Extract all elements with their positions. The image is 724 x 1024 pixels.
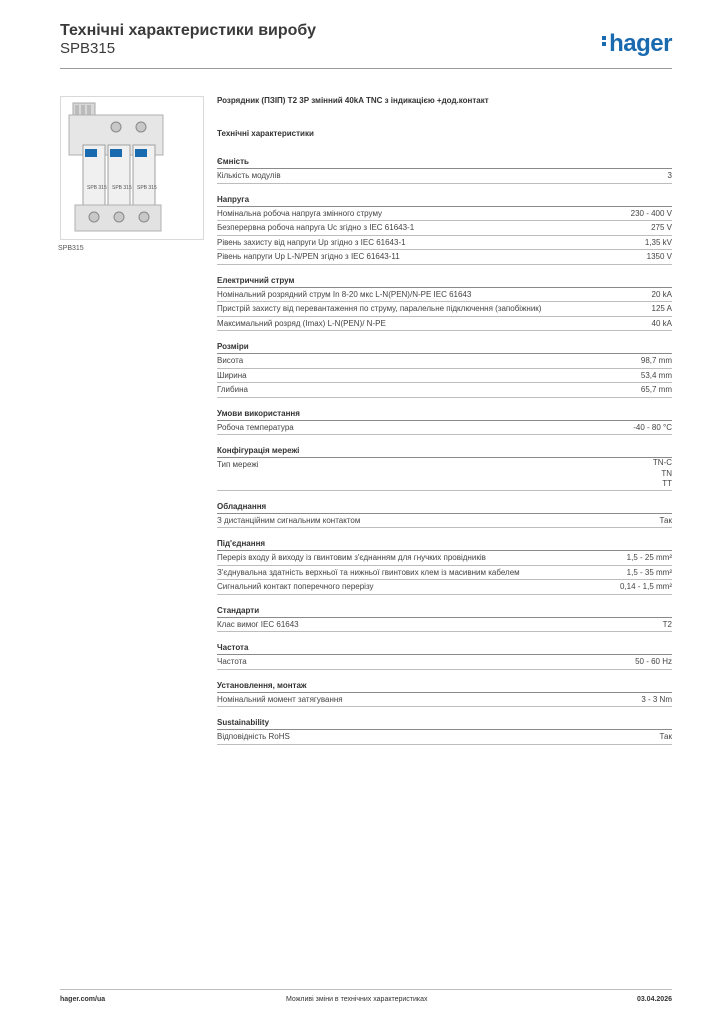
- section-title: Частота: [217, 641, 672, 655]
- spec-value: Так: [659, 732, 672, 741]
- spec-row: [217, 288, 672, 303]
- page-title: Технічні характеристики виробу: [60, 22, 316, 39]
- spec-value: 20 kA: [651, 289, 672, 299]
- spec-row: [217, 618, 672, 633]
- section-title: Конфігурація мережі: [217, 444, 672, 458]
- spec-value: 53,4 mm: [640, 370, 672, 380]
- spec-row: [217, 250, 672, 265]
- spec-value: 1,5 - 35 mm²: [626, 567, 672, 577]
- logo-dots-icon: [602, 34, 607, 48]
- spec-row: [217, 514, 672, 529]
- spec-row: [217, 221, 672, 236]
- spec-value: 40 kA: [651, 318, 672, 328]
- module-label: SPB 315: [137, 185, 157, 191]
- spec-value: 125 A: [651, 304, 672, 313]
- section-title: Електричний струм: [217, 274, 672, 288]
- product-description: Розрядник (ПЗІП) Т2 3Р змінний 40kA TNC з індикацією +дод.контакт: [217, 96, 489, 105]
- spec-value: 1,5 - 25 mm²: [626, 553, 672, 562]
- spec-label: Номінальний момент затягування: [217, 694, 343, 704]
- spec-label: З'єднувальна здатність верхньої та нижньої гвинтових клем із масивним кабелем: [217, 567, 520, 577]
- spec-section: [217, 716, 672, 745]
- spec-value: T2: [662, 619, 672, 629]
- spec-value-item: TN: [661, 468, 672, 478]
- spec-row: [217, 458, 672, 491]
- spec-row: [217, 551, 672, 566]
- module-label: SPB 315: [112, 185, 132, 191]
- hager-logo: hager: [602, 30, 672, 58]
- spec-label: Рівень захисту від напруги Up згідно з IEC 61643-1: [217, 237, 406, 247]
- spec-label: Безперервна робоча напруга Uc згідно з IEC 61643-1: [217, 223, 415, 232]
- tech-characteristics-title: Технічні характеристики: [217, 129, 314, 138]
- spec-value: Так: [659, 515, 672, 525]
- spec-value: 230 - 400 V: [630, 208, 672, 218]
- spec-row: [217, 169, 672, 184]
- spec-row: [217, 369, 672, 384]
- spec-value: 50 - 60 Hz: [635, 657, 672, 666]
- spec-section: [217, 537, 672, 595]
- spec-value: 0,14 - 1,5 mm²: [619, 582, 672, 591]
- spec-section: [217, 340, 672, 398]
- footer-divider: [60, 989, 672, 990]
- section-title: Напруга: [217, 193, 672, 207]
- spec-label: Пристрій захисту від перевантаження по струму, паралельне підключення (запобіжник): [217, 304, 542, 313]
- spec-content: [217, 96, 672, 754]
- spec-row: [217, 317, 672, 332]
- spec-label: Максимальний розряд (Imax) L-N(PEN)/ N-PE: [217, 318, 386, 328]
- section-title: Стандарти: [217, 604, 672, 618]
- section-title: Ємність: [217, 155, 672, 169]
- spec-label: Кількість модулів: [217, 171, 281, 180]
- section-title: Умови використання: [217, 407, 672, 421]
- section-title: Установлення, монтаж: [217, 679, 672, 693]
- product-code: SPB315: [60, 40, 116, 57]
- spec-value-item: TT: [662, 479, 672, 488]
- section-title: Обладнання: [217, 500, 672, 514]
- spec-label: Переріз входу й виходу із гвинтовим з'єднанням для гнучких провідників: [217, 553, 486, 562]
- spec-section: [217, 193, 672, 265]
- spec-value: [653, 458, 672, 490]
- section-title: Під'єднання: [217, 537, 672, 551]
- spec-value: 3 - 3 Nm: [641, 694, 672, 704]
- spec-row: [217, 566, 672, 581]
- spec-section: [217, 155, 672, 184]
- spec-section: [217, 641, 672, 670]
- spec-label: Робоча температура: [217, 422, 294, 432]
- spec-value: 1,35 kV: [644, 237, 672, 247]
- spec-label: Номінальна робоча напруга змінного струму: [217, 208, 383, 218]
- spec-row: [217, 354, 672, 369]
- spec-row: [217, 302, 672, 317]
- spec-label: З дистанційним сигнальним контактом: [217, 515, 361, 525]
- document-header: [60, 20, 672, 68]
- spec-section: [217, 407, 672, 436]
- spec-label: Сигнальний контакт поперечного перерізу: [217, 582, 374, 591]
- spec-value: -40 - 80 °C: [633, 422, 672, 432]
- spec-label: Відповідність RoHS: [217, 732, 290, 741]
- spec-label: Висота: [217, 356, 244, 365]
- spec-label: Рівень напруги Up L-N/PEN згідно з IEC 61643-11: [217, 252, 400, 261]
- spec-value: 3: [667, 171, 672, 180]
- spec-row: [217, 421, 672, 436]
- spec-value: 98,7 mm: [640, 356, 672, 365]
- section-title: Розміри: [217, 340, 672, 354]
- spec-section: [217, 274, 672, 332]
- section-title: Sustainability: [217, 716, 672, 730]
- spec-row: [217, 236, 672, 251]
- spec-row: [217, 693, 672, 708]
- spec-value: 65,7 mm: [640, 385, 672, 394]
- product-image-caption: SPB315: [58, 245, 84, 252]
- spec-row: [217, 730, 672, 745]
- spec-label: Глибина: [217, 385, 248, 394]
- spec-value: 275 V: [651, 223, 672, 232]
- spec-row: [217, 207, 672, 222]
- spec-section: [217, 500, 672, 529]
- spec-label: Частота: [217, 657, 247, 666]
- spec-section: [217, 604, 672, 633]
- spec-value: 1350 V: [646, 252, 672, 261]
- module-label: SPB 315: [87, 185, 107, 191]
- footer-date: 03.04.2026: [636, 996, 672, 1003]
- spec-sections: [217, 155, 672, 745]
- product-image: [60, 96, 204, 240]
- footer-note: Можливі зміни в технічних характеристиках: [286, 996, 428, 1003]
- spec-section: [217, 444, 672, 491]
- spec-label: Номінальний розрядний струм In 8-20 мкс L-N(PEN)/N-PE IEC 61643: [217, 289, 472, 299]
- header-divider: [60, 68, 672, 69]
- spec-value-item: TN-C: [652, 458, 672, 467]
- footer-website[interactable]: hager.com/ua: [60, 996, 106, 1003]
- spec-row: [217, 655, 672, 670]
- spec-section: [217, 679, 672, 708]
- spec-row: [217, 580, 672, 595]
- spec-row: [217, 383, 672, 398]
- spec-label: Тип мережі: [217, 460, 259, 469]
- spec-label: Ширина: [217, 370, 247, 380]
- spec-label: Клас вимог IEC 61643: [217, 619, 299, 629]
